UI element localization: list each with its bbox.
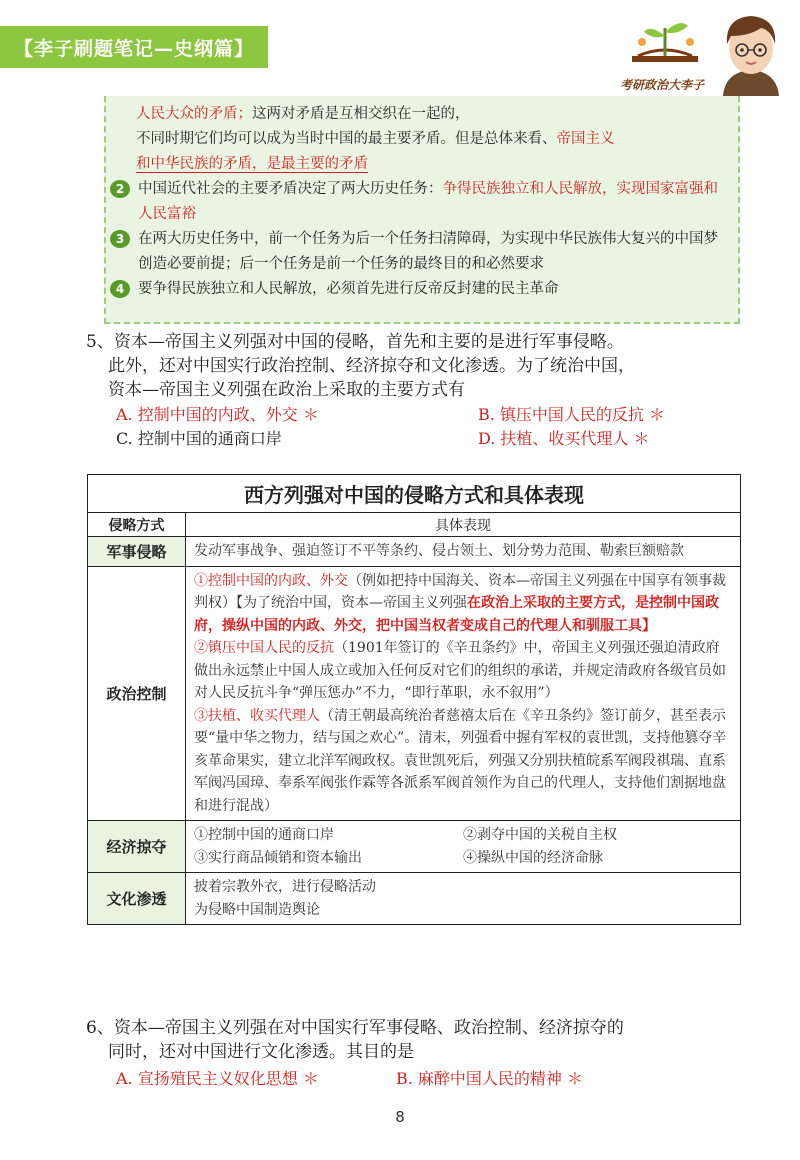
row-label-political: 政治控制 [88,566,186,821]
row-label-cultural: 文化渗透 [88,873,186,925]
table-row [88,566,741,821]
summary-line-3: 和中华民族的矛盾，是最主要的矛盾 [136,156,368,172]
summary-line-1: 人民大众的矛盾；这两对矛盾是互相交织在一起的， [136,106,470,122]
row-detail-cultural: 披着宗教外衣，进行侵略活动 为侵略中国制造舆论 [186,873,741,925]
logo-text: 考研政治大李子 [619,78,704,92]
summary-item-4: 4 要争得民族独立和人民解放，必须首先进行反帝反封建的民主革命 [136,277,726,302]
column-header-method: 侵略方式 [88,513,186,537]
q5-option-b[interactable]: B. 镇压中国人民的反抗 ＊ [478,405,666,424]
question-5: 5、资本—帝国主义列强对中国的侵略，首先和主要的是进行军事侵略。 此外，还对中国实行政治控制、经济掠夺和文化渗透。为了统治中国， 资本—帝国主义列强在政治上采取的主要方式有 [86,332,635,400]
table-title: 西方列强对中国的侵略方式和具体表现 [88,475,741,513]
q6-option-b[interactable]: B. 麻醉中国人民的精神 ＊ [396,1069,584,1088]
invasion-table [87,474,741,925]
q5-option-a[interactable]: A. 控制中国的内政、外交 ＊ [116,405,319,424]
header-banner: 【李子刷题笔记—史纲篇】 [0,26,268,68]
q5-option-d[interactable]: D. 扶植、收买代理人 ＊ [478,429,650,448]
column-header-detail: 具体表现 [186,513,741,537]
row-detail-economic: ①控制中国的通商口岸 ②剥夺中国的关税自主权 ③实行商品倾销和资本输出 ④操纵中国的经济命脉 [186,821,741,873]
summary-box [104,96,740,324]
table-row [88,873,741,925]
number-badge: 3 [110,230,130,248]
row-label-military: 军事侵略 [88,537,186,567]
avatar [715,10,787,96]
summary-item-3: 3 在两大历史任务中，前一个任务为后一个任务扫清障碍，为实现中华民族伟大复兴的中国梦创造必要前提；后一个任务是前一个任务的最终目的和必然要求 [136,227,726,277]
question-6: 6、资本—帝国主义列强在对中国实行军事侵略、政治控制、经济掠夺的 同时，还对中国进行文化渗透。其目的是 [86,1018,624,1062]
q6-option-a[interactable]: A. 宣扬殖民主义奴化思想 ＊ [116,1069,319,1088]
number-badge: 2 [110,180,130,198]
number-badge: 4 [110,280,130,298]
table-header [88,513,741,537]
row-detail-political: ①控制中国的内政、外交（例如把持中国海关、资本—帝国主义列强在中国享有领事裁判权）【为了统治中国，资本—帝国主义列强在政治上采取的主要方式，是控制中国政府，操纵中国的内政、外交，把中国当权者变成自己的代理人和驯服工具】 ②镇压中国人民的反抗（1901年签订的《辛丑条约》中，帝国主义列强还强迫清政府做出永远禁止中国人成立或加入任何反对它们的组织的承诺，并规定清政府各级官员如对人民反抗斗争“弹压惩办”不力，“即行革职，永不叙用”） ③扶植、收买代理人（清王朝最高统治者慈禧太后在《辛丑条约》签订前夕，甚至表示要“量中华之物力，结与国之欢心”。清末，列强看中握有军权的袁世凯，支持他篡夺辛亥革命果实，建立北洋军阀政权。袁世凯死后，列强又分别扶植皖系军阀段祺瑞、直系军阀冯国璋、奉系军阀张作霖等各派系军阀首领作为自己的代理人，支持他们割据地盘和进行混战） [186,566,741,821]
page-number: 8 [395,1108,405,1126]
table-row [88,821,741,873]
q5-option-c[interactable]: C. 控制中国的通商口岸 [116,429,282,448]
row-detail-military: 发动军事战争、强迫签订不平等条约、侵占领土、划分势力范围、勒索巨额赔款 [186,537,741,567]
summary-item-2: 2 中国近代社会的主要矛盾决定了两大历史任务：争得民族独立和人民解放，实现国家富强和人民富裕 [136,177,726,227]
summary-line-2: 不同时期它们均可以成为当时中国的最主要矛盾。但是总体来看、帝国主义 [136,131,615,147]
row-label-economic: 经济掠夺 [88,821,186,873]
table-row [88,537,741,567]
